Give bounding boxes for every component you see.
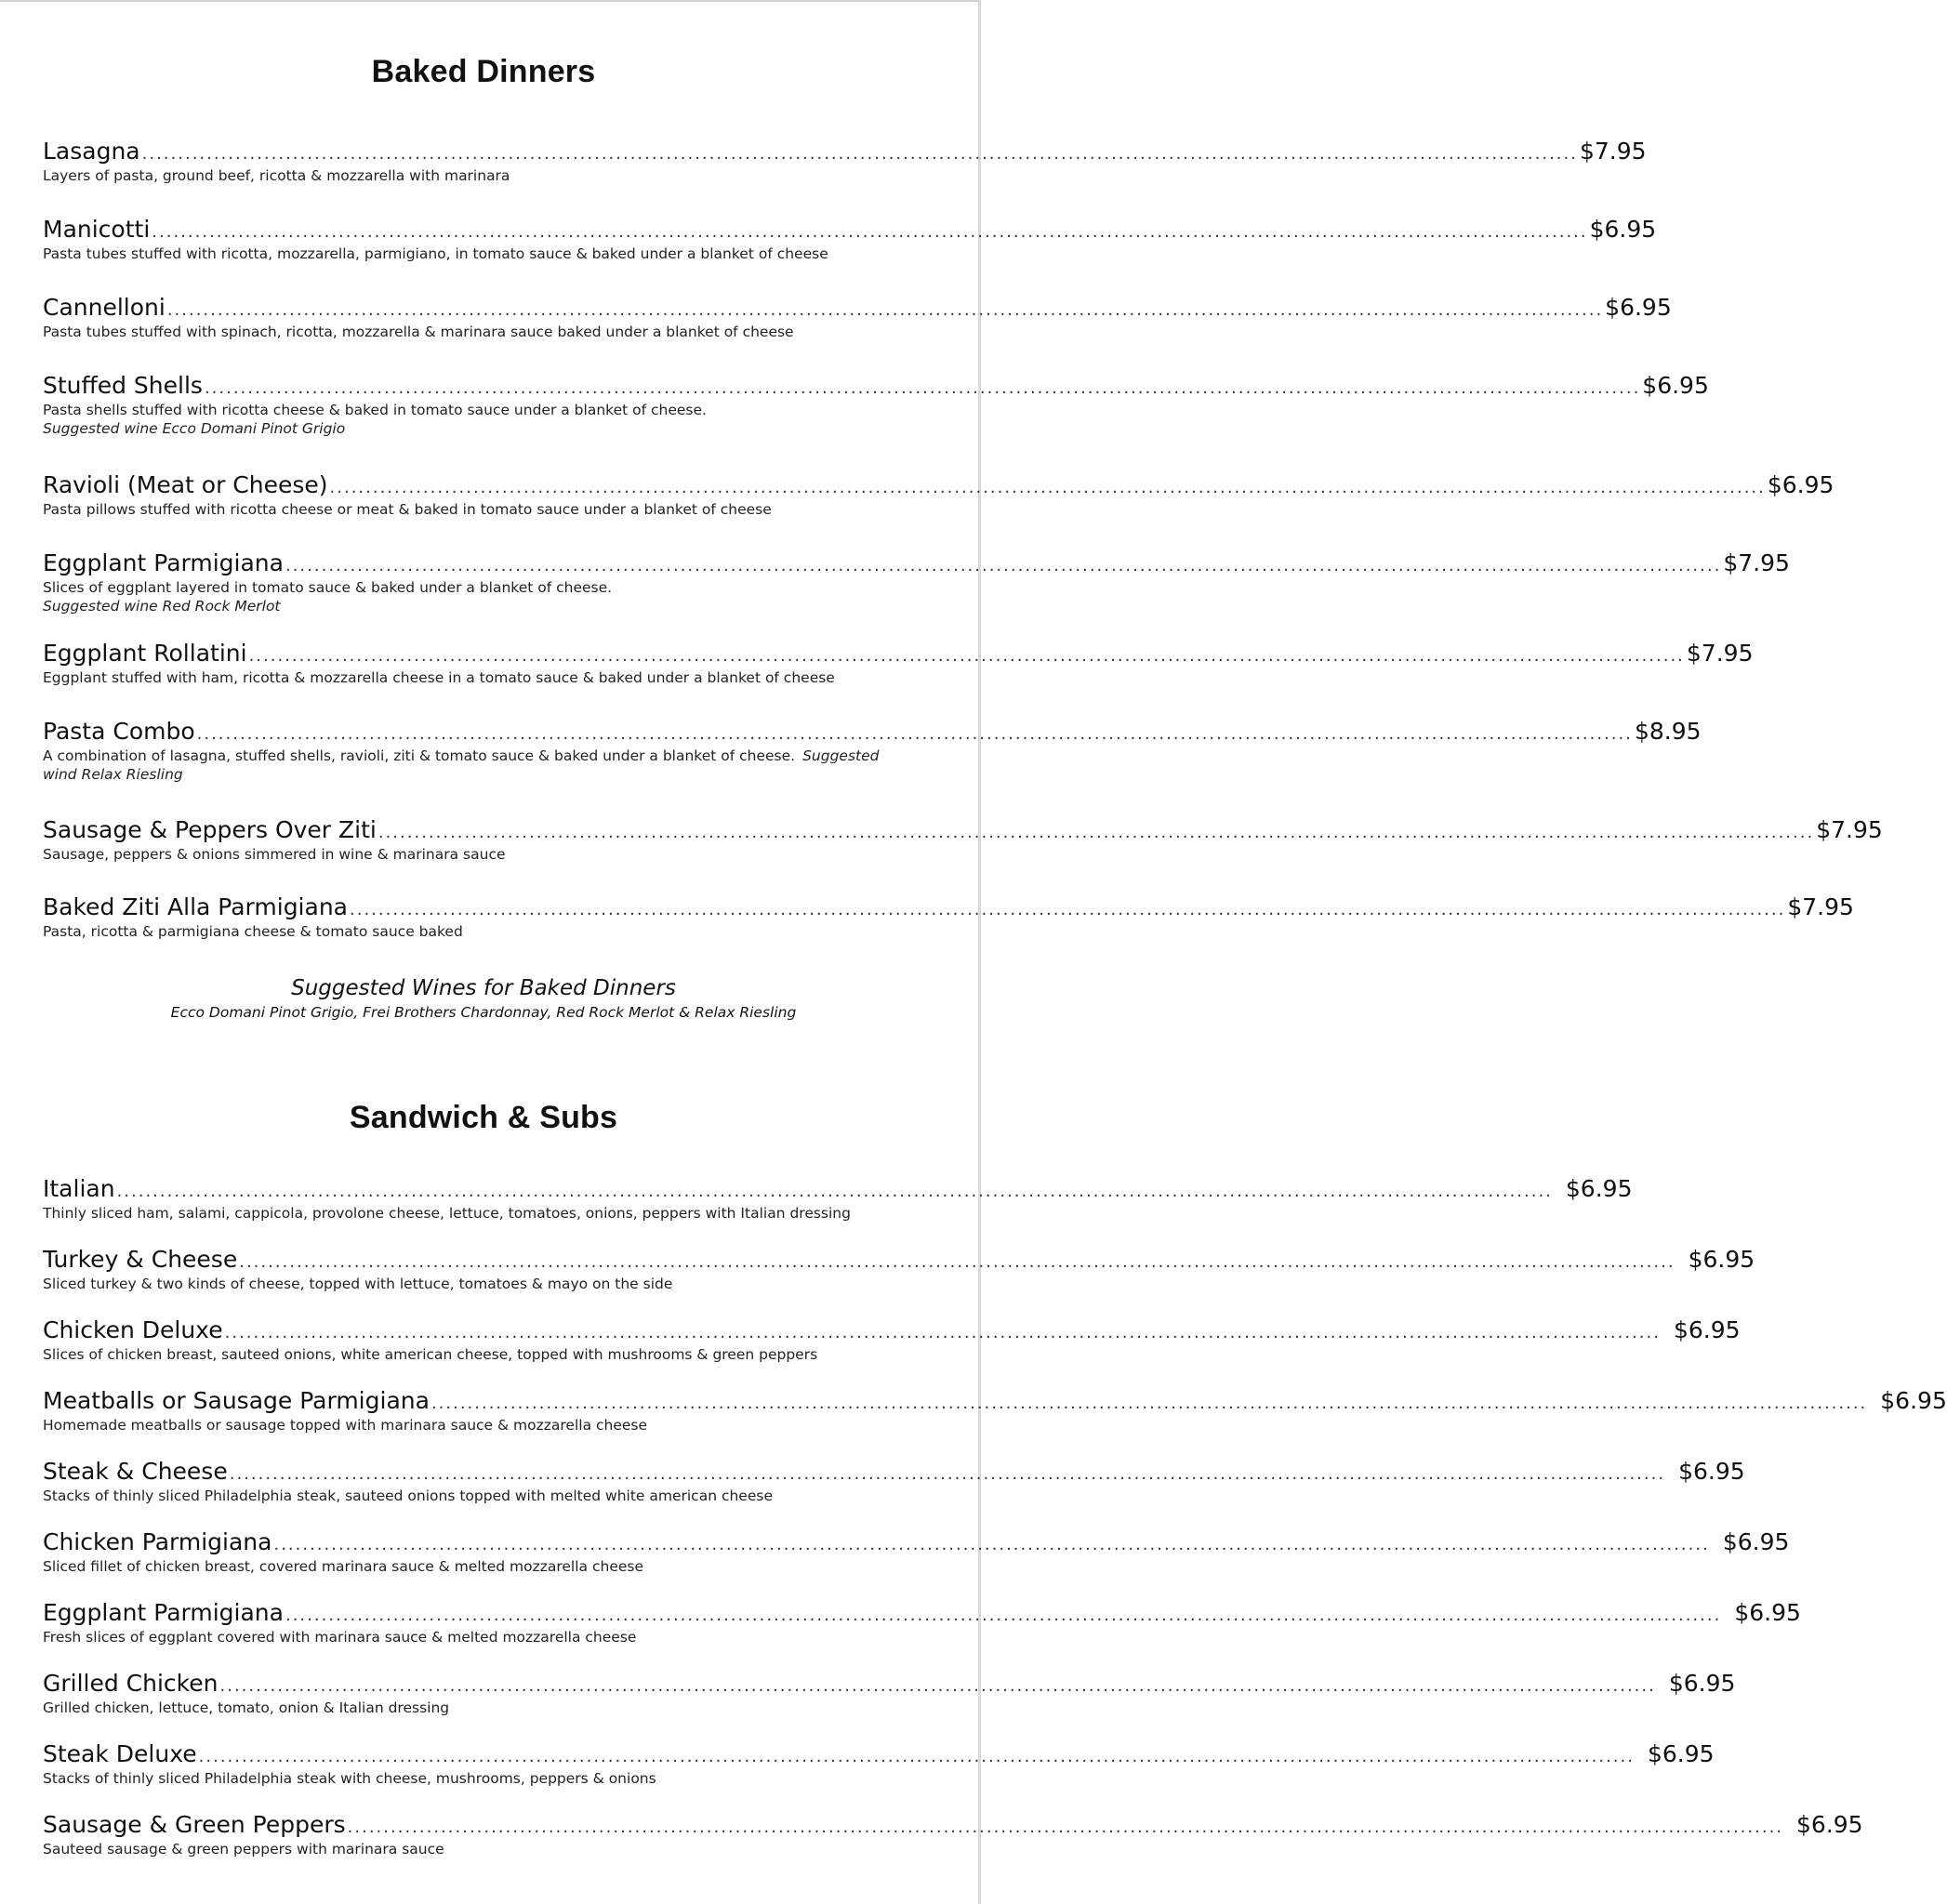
- menu-item-name: Steak & Cheese: [43, 1458, 228, 1485]
- menu-item: [43, 216, 1657, 263]
- menu-item-description-text: Pasta, ricotta & parmigiana cheese & tomato sauce baked: [43, 923, 463, 940]
- menu-item-name: Stuffed Shells: [43, 372, 203, 399]
- dot-leader: ........................................................................................................................................................................................................: [141, 144, 1578, 164]
- menu-item-name: Grilled Chicken: [43, 1670, 219, 1697]
- menu-item-line: [43, 138, 1647, 165]
- menu-item-name: Chicken Deluxe: [43, 1316, 223, 1343]
- suggested-wines-list: Ecco Domani Pinot Grigio, Frei Brothers Chardonnay, Red Rock Merlot & Relax Riesling: [170, 1004, 797, 1021]
- menu-item-name: Manicotti: [43, 216, 151, 243]
- menu-item: [43, 1387, 1947, 1435]
- menu-item: [43, 1246, 1755, 1293]
- baked-dinners-title: Baked Dinners: [371, 54, 596, 89]
- menu-item-line: [43, 1316, 1741, 1343]
- menu-item-price: $6.95: [1673, 1316, 1741, 1343]
- menu-item-price: $6.95: [1734, 1599, 1801, 1626]
- menu-item-description: [43, 668, 887, 687]
- menu-item-line: [43, 1811, 1863, 1838]
- menu-item: [43, 1670, 1736, 1717]
- menu-item-description-text: Sausage, peppers & onions simmered in wine & marinara sauce: [43, 846, 506, 863]
- menu-item-description: [43, 1628, 903, 1646]
- menu-item-name: Eggplant Parmigiana: [43, 549, 284, 576]
- menu-item-description: [43, 1487, 903, 1505]
- dot-leader: ........................................................................................................................................................................................................: [239, 1252, 1675, 1272]
- dot-leader: ........................................................................................................................................................................................................: [285, 556, 1722, 575]
- suggested-wines-title: Suggested Wines for Baked Dinners: [291, 976, 676, 1000]
- menu-item-description: [43, 1699, 903, 1717]
- menu-item-price: $6.95: [1722, 1528, 1790, 1555]
- menu-item: [43, 816, 1883, 864]
- menu-item-name: Eggplant Rollatini: [43, 640, 247, 667]
- dot-leader: ........................................................................................................................................................................................................: [219, 1676, 1656, 1696]
- menu-item-description-text: Sliced fillet of chicken breast, covered marinara sauce & melted mozzarella cheese: [43, 1558, 644, 1575]
- menu-item-line: [43, 1528, 1790, 1555]
- dot-leader: ........................................................................................................................................................................................................: [229, 1464, 1666, 1484]
- menu-item-description-text: Sliced turkey & two kinds of cheese, topped with lettuce, tomatoes & mayo on the side: [43, 1276, 673, 1292]
- menu-item: [43, 1599, 1801, 1646]
- menu-item-price: $6.95: [1880, 1387, 1947, 1414]
- menu-item-line: [43, 1387, 1947, 1414]
- menu-item-description-text: Slices of chicken breast, sauteed onions, white american cheese, topped with mushrooms & green peppers: [43, 1346, 818, 1363]
- menu-item-description-text: Fresh slices of eggplant covered with marinara sauce & melted mozzarella cheese: [43, 1629, 637, 1646]
- menu-item-price: $6.95: [1642, 372, 1709, 399]
- menu-item-description-text: Eggplant stuffed with ham, ricotta & mozzarella cheese in a tomato sauce & baked under a blanket of cheese: [43, 669, 835, 686]
- dot-leader: ........................................................................................................................................................................................................: [273, 1535, 1710, 1554]
- menu-item-name: Eggplant Parmigiana: [43, 1599, 284, 1626]
- menu-item-line: [43, 816, 1883, 843]
- menu-item-price: $7.95: [1579, 138, 1647, 165]
- menu-item-description: [43, 1769, 903, 1788]
- suggested-wines-block: [0, 976, 967, 1021]
- menu-item-name: Chicken Parmigiana: [43, 1528, 272, 1555]
- menu-item-price: $6.95: [1565, 1175, 1633, 1202]
- menu-item-price: $7.95: [1787, 893, 1854, 920]
- menu-item: [43, 1528, 1790, 1576]
- menu-item-description: [43, 1275, 903, 1293]
- menu-item-description-text: Slices of eggplant layered in tomato sauce & baked under a blanket of cheese.: [43, 579, 613, 596]
- menu-item-price: $7.95: [1723, 549, 1790, 576]
- menu-item-line: [43, 893, 1854, 920]
- menu-item-price: $6.95: [1605, 294, 1672, 321]
- menu-item-line: [43, 1458, 1745, 1485]
- dot-leader: ........................................................................................................................................................................................................: [152, 222, 1588, 242]
- menu-item-name: Turkey & Cheese: [43, 1246, 238, 1273]
- dot-leader: ........................................................................................................................................................................................................: [329, 478, 1766, 497]
- scan-top-edge: [0, 0, 981, 2]
- menu-item-line: [43, 1175, 1633, 1202]
- menu-item-price: $7.95: [1686, 640, 1754, 667]
- menu-item: [43, 1175, 1633, 1223]
- menu-item-line: [43, 549, 1790, 576]
- menu-item-description: [43, 1345, 903, 1364]
- menu-item-name: Sausage & Peppers Over Ziti: [43, 816, 377, 843]
- menu-item-name: Pasta Combo: [43, 718, 195, 745]
- menu-item-description-text: Pasta tubes stuffed with ricotta, mozzarella, parmigiano, in tomato sauce & baked under a blanket of cheese: [43, 245, 828, 262]
- menu-item-description: [43, 1840, 903, 1858]
- menu-item-price: $6.95: [1767, 471, 1834, 498]
- menu-item-description-text: Stacks of thinly sliced Philadelphia steak, sauteed onions topped with melted white american cheese: [43, 1488, 773, 1504]
- dot-leader: ........................................................................................................................................................................................................: [430, 1394, 1868, 1413]
- menu-item-price: $8.95: [1634, 718, 1702, 745]
- dot-leader: ........................................................................................................................................................................................................: [347, 1818, 1784, 1837]
- menu-item-price: $7.95: [1816, 816, 1883, 843]
- menu-item: [43, 1316, 1741, 1364]
- menu-item-description: [43, 500, 887, 519]
- menu-item-price: $6.95: [1796, 1811, 1863, 1838]
- menu-item: [43, 372, 1709, 438]
- menu-item-line: [43, 718, 1702, 745]
- menu-item-price: $6.95: [1668, 1670, 1736, 1697]
- menu-item-description: [43, 922, 887, 941]
- dot-leader: ........................................................................................................................................................................................................: [196, 724, 1633, 744]
- menu-item-description-text: Pasta pillows stuffed with ricotta cheese or meat & baked in tomato sauce under a blanket of cheese: [43, 501, 772, 518]
- menu-item-description: [43, 747, 887, 765]
- menu-item: [43, 718, 1702, 784]
- dot-leader: ........................................................................................................................................................................................................: [116, 1182, 1553, 1201]
- menu-item-suggested-wine: wind Relax Riesling: [43, 766, 183, 783]
- menu-item-description: [43, 323, 887, 341]
- menu-item-name: Sausage & Green Peppers: [43, 1811, 346, 1838]
- menu-item-description-text: A combination of lasagna, stuffed shells, ravioli, ziti & tomato sauce & baked under a blanket of cheese.: [43, 747, 796, 764]
- menu-item-name: Meatballs or Sausage Parmigiana: [43, 1387, 430, 1414]
- menu-item-description: [43, 166, 887, 185]
- menu-item-line: [43, 1246, 1755, 1273]
- menu-item-price: $6.95: [1678, 1458, 1745, 1485]
- menu-item-description-text: Pasta tubes stuffed with spinach, ricotta, mozzarella & marinara sauce baked under a blanket of cheese: [43, 324, 794, 340]
- menu-item: [43, 1811, 1863, 1858]
- menu-item-name: Italian: [43, 1175, 115, 1202]
- menu-item: [43, 471, 1834, 519]
- dot-leader: ........................................................................................................................................................................................................: [285, 1606, 1722, 1625]
- menu-item-description: [43, 1557, 903, 1576]
- menu-item-description: [43, 578, 887, 597]
- menu-item-description: [43, 401, 887, 419]
- menu-item-name: Cannelloni: [43, 294, 166, 321]
- menu-item-line: [43, 471, 1834, 498]
- menu-item-description-text: Sauteed sausage & green peppers with marinara sauce: [43, 1841, 444, 1858]
- menu-item-price: $6.95: [1688, 1246, 1755, 1273]
- dot-leader: ........................................................................................................................................................................................................: [166, 300, 1604, 320]
- menu-item-line: [43, 294, 1672, 321]
- menu-item-name: Steak Deluxe: [43, 1740, 197, 1767]
- menu-item-line: [43, 1740, 1715, 1767]
- menu-item-line: [43, 216, 1657, 243]
- menu-item: [43, 1458, 1745, 1505]
- menu-item-line: [43, 1670, 1736, 1697]
- menu-item-description-text: Thinly sliced ham, salami, cappicola, provolone cheese, lettuce, tomatoes, onions, peppers with Italian dressing: [43, 1205, 851, 1222]
- menu-item-suggested-wine: Suggested wine Ecco Domani Pinot Grigio: [43, 420, 346, 437]
- menu-item-name: Baked Ziti Alla Parmigiana: [43, 893, 348, 920]
- menu-item-name: Lasagna: [43, 138, 140, 165]
- dot-leader: ........................................................................................................................................................................................................: [198, 1747, 1635, 1766]
- menu-item-description-text: Stacks of thinly sliced Philadelphia steak with cheese, mushrooms, peppers & onions: [43, 1770, 656, 1787]
- menu-item-description: [43, 245, 887, 263]
- sandwich-subs-title: Sandwich & Subs: [349, 1100, 618, 1135]
- menu-item-description-text: Homemade meatballs or sausage topped with marinara sauce & mozzarella cheese: [43, 1417, 648, 1434]
- dot-leader: ........................................................................................................................................................................................................: [377, 823, 1815, 842]
- menu-item-description-text: Grilled chicken, lettuce, tomato, onion & Italian dressing: [43, 1699, 450, 1716]
- menu-item: [43, 640, 1754, 687]
- menu-item: [43, 1740, 1715, 1788]
- menu-item-line: [43, 372, 1709, 399]
- menu-item-description: [43, 1416, 903, 1435]
- menu-item-line: [43, 640, 1754, 667]
- menu-item-price: $6.95: [1647, 1740, 1715, 1767]
- dot-leader: ........................................................................................................................................................................................................: [350, 900, 1786, 919]
- menu-item: [43, 549, 1790, 615]
- menu-item-line: [43, 1599, 1801, 1626]
- dot-leader: ........................................................................................................................................................................................................: [248, 646, 1685, 666]
- menu-item-description-text: Layers of pasta, ground beef, ricotta & mozzarella with marinara: [43, 167, 510, 184]
- menu-item-description-text: Pasta shells stuffed with ricotta cheese & baked in tomato sauce under a blanket of cheese.: [43, 402, 707, 418]
- menu-item-description: [43, 1204, 903, 1223]
- dot-leader: ........................................................................................................................................................................................................: [204, 378, 1641, 398]
- menu-item-name: Ravioli (Meat or Cheese): [43, 471, 328, 498]
- menu-item: [43, 893, 1854, 941]
- menu-item: [43, 138, 1647, 185]
- menu-item-price: $6.95: [1589, 216, 1657, 243]
- menu-item-suggested-wine: Suggested wine Red Rock Merlot: [43, 598, 281, 615]
- menu-item-description: [43, 845, 887, 864]
- dot-leader: ........................................................................................................................................................................................................: [224, 1323, 1661, 1342]
- menu-item-wine-inline: Suggested: [802, 747, 880, 764]
- menu-item: [43, 294, 1672, 341]
